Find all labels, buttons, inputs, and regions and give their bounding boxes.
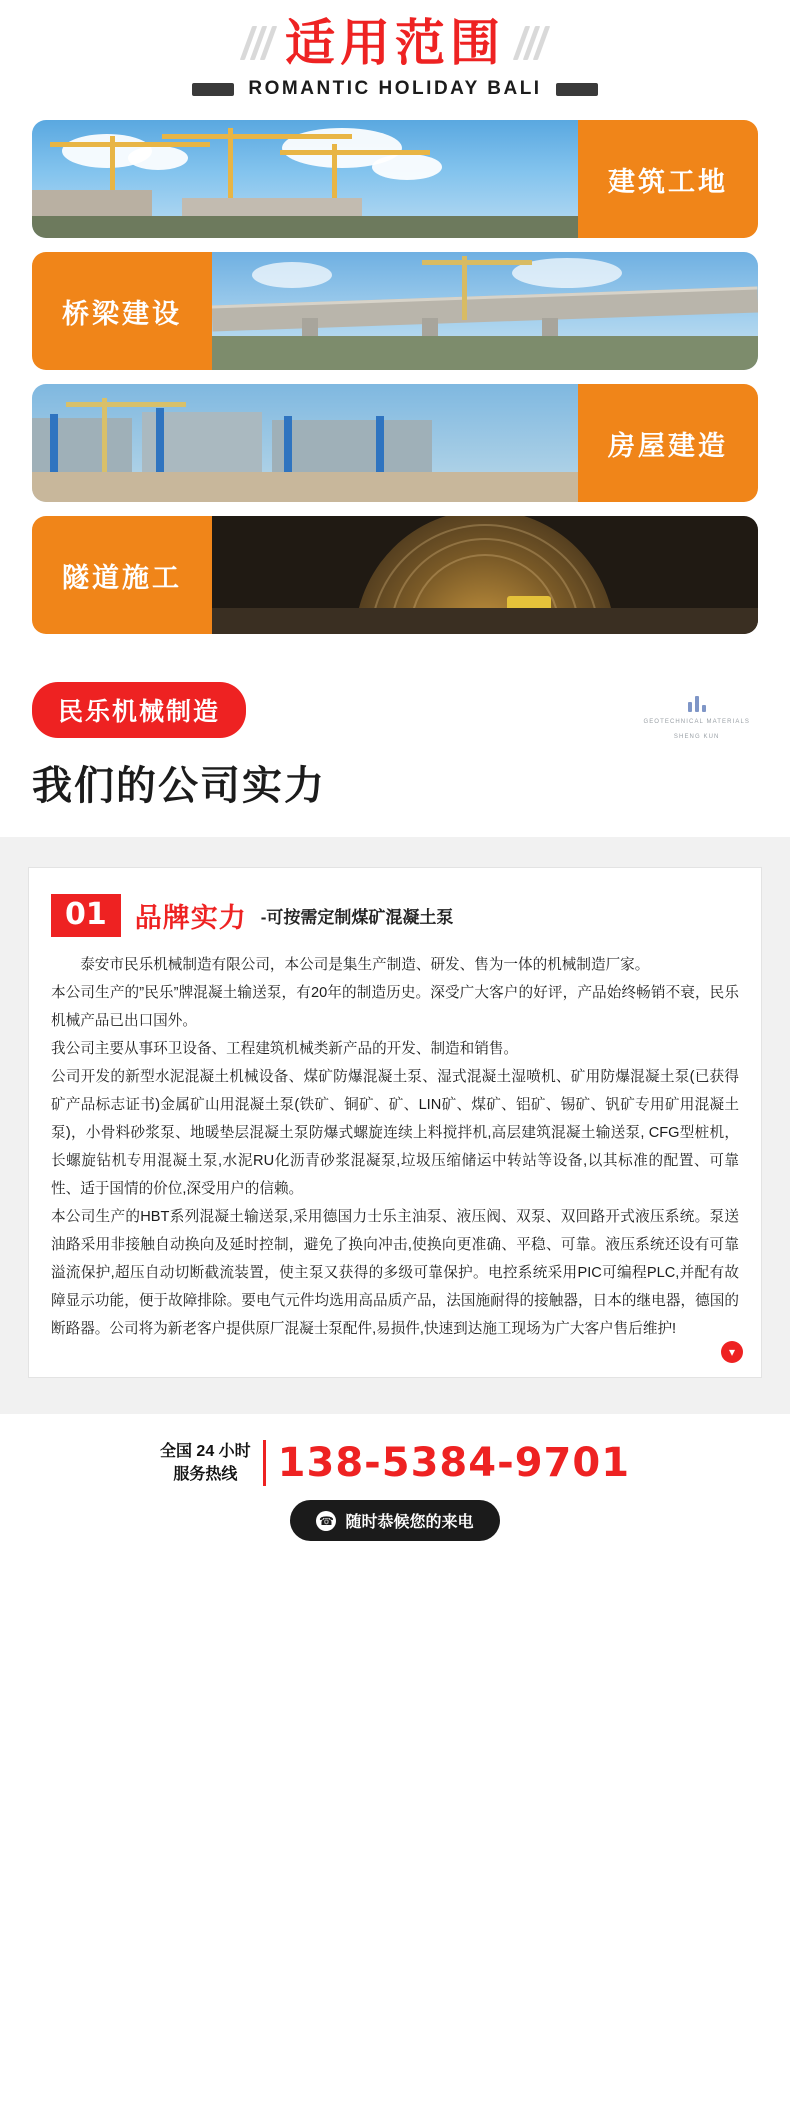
call-cta-button[interactable] <box>290 1500 499 1541</box>
banner-housing-construction[interactable] <box>32 384 758 502</box>
phone-icon: ☎ <box>316 1511 336 1531</box>
page-title: 适用范围 <box>285 14 505 72</box>
title-row <box>0 14 790 72</box>
subtitle-row <box>0 78 790 100</box>
article-body <box>51 951 739 1343</box>
bar-decoration-right <box>556 83 598 96</box>
banner-tunnel-construction[interactable] <box>32 516 758 634</box>
article-title: 品牌实力 <box>134 902 247 934</box>
call-cta-label: 随时恭候您的来电 <box>345 1514 474 1532</box>
hotline-label-line1: 全国 24 小时 <box>159 1442 251 1460</box>
banner-label: 房屋建造 <box>578 384 758 502</box>
brand-pill: 民乐机械制造 <box>32 682 246 738</box>
hotline-label-line2: 服务热线 <box>173 1465 238 1483</box>
article-paragraph: 泰安市民乐机械制造有限公司，本公司是集生产制造、研发、售为一体的机械制造厂家。 <box>80 956 650 973</box>
application-banner-list <box>0 106 790 634</box>
bar-decoration-left <box>192 83 234 96</box>
hotline-number[interactable]: 138-5384-9701 <box>277 1439 631 1486</box>
page-subtitle: ROMANTIC HOLIDAY BALI <box>248 78 542 99</box>
banner-bridge-construction[interactable] <box>32 252 758 370</box>
page-header <box>0 0 790 106</box>
banner-label: 隧道施工 <box>32 516 212 634</box>
section-heading: 我们的公司实力 <box>32 763 326 809</box>
banner-photo-construction-site <box>32 120 578 238</box>
page-footer <box>0 1414 790 1563</box>
banner-label: 桥梁建设 <box>32 252 212 370</box>
watermark-line1: GEOTECHNICAL MATERIALS <box>643 719 750 725</box>
chevron-down-icon[interactable]: ▾ <box>721 1341 743 1363</box>
banner-photo-bridge-construction <box>212 252 758 370</box>
article-paragraph: 本公司生产的”民乐”牌混凝土输送泵，有20年的制造历史。深受广大客户的好评，产品始终畅销不衰，民乐机械产品已出口国外。 <box>51 984 739 1029</box>
article-card <box>28 867 762 1378</box>
article-section <box>0 837 790 1414</box>
slash-decoration-right <box>519 26 544 60</box>
hotline-row <box>0 1440 790 1486</box>
watermark-logo <box>643 694 750 742</box>
banner-photo-tunnel-construction <box>212 516 758 634</box>
banner-construction-site[interactable] <box>32 120 758 238</box>
banner-photo-housing-construction <box>32 384 578 502</box>
hotline-label <box>160 1440 251 1486</box>
article-number: 01 <box>51 894 121 937</box>
article-paragraph: 公司开发的新型水泥混凝土机械设备、煤矿防爆混凝土泵、湿式混凝土湿喷机、矿用防爆混凝土泵(已获得矿产品标志证书)金属矿山用混凝土泵(铁矿、铜矿、矿、LIN矿、煤矿、铝矿、锡矿、钒矿专用矿用混凝土泵)，小骨料砂浆泵、地暖垫层混凝土泵防爆式螺旋连续上料搅拌机,高层建筑混凝土输送泵, CFG型桩机，长螺旋钻机专用混凝土泵,水泥RU化沥青砂浆混凝泵,垃圾压缩储运中转站等设备,以其标准的配置、可靠性、适于国情的价位,深受用户的信赖。 <box>51 1068 739 1197</box>
article-subtitle: -可按需定制煤矿混凝土泵 <box>260 907 454 927</box>
article-header <box>51 894 739 937</box>
watermark-icon <box>643 694 750 712</box>
vertical-divider <box>263 1440 266 1486</box>
article-paragraph: 我公司主要从事环卫设备、工程建筑机械类新产品的开发、制造和销售。 <box>51 1040 519 1057</box>
company-strength-section <box>0 648 790 811</box>
watermark-line2: SHENG KUN <box>673 734 720 740</box>
slash-decoration-left <box>246 26 271 60</box>
banner-label: 建筑工地 <box>578 120 758 238</box>
article-paragraph: 本公司生产的HBT系列混凝土输送泵,采用德国力士乐主油泵、液压阀、双泵、双回路开式液压系统。泵送油路采用非接触自动换向及延时控制，避免了换向冲击,使换向更准确、平稳、可靠。液压系统还设有可靠溢流保护,超压自动切断截流装置，使主泵又获得的多级可靠保护。电控系统采用PIC可编程PLC,并配有故障显示功能，便于故障排除。要电气元件均选用高品质产品，法国施耐得的接触器，日本的继电器，德国的断路器。公司将为新老客户提供原厂混凝士泵配件,易损件,快速到达施工现场为广大客户售后维护! <box>51 1208 739 1337</box>
